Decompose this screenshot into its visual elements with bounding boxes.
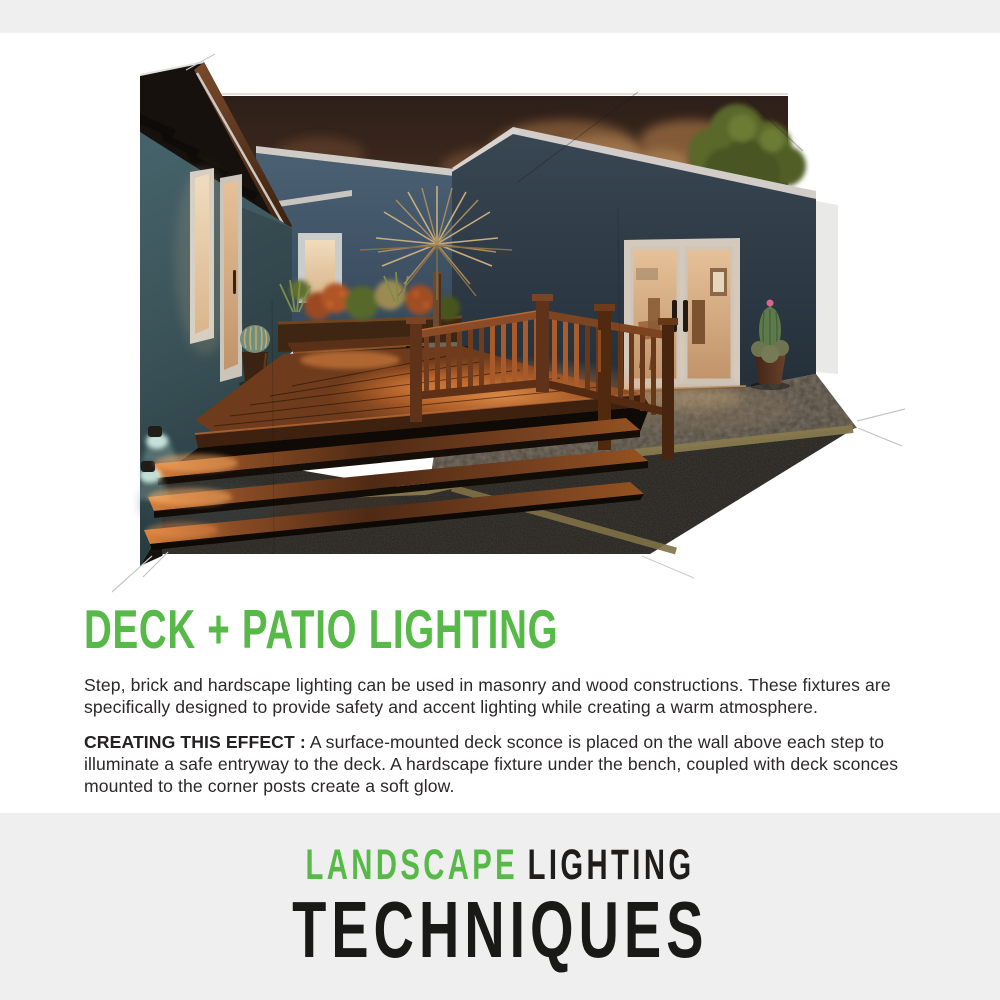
- interior-picture-frame: [692, 268, 727, 344]
- effect-text: A surface-mounted deck sconce is placed on the wall above each step to illuminate a safe entryway to the deck. A hardscape fixture under the bench, coupled with deck sconces mounted to the corner posts create a soft glow.: [84, 732, 899, 796]
- french-doors: [610, 238, 752, 399]
- gravel-ground: [140, 420, 870, 560]
- barrel-cactus-left: [239, 325, 271, 388]
- shadow-ground: [140, 346, 470, 566]
- section-description: Step, brick and hardscape lighting can be used in masonry and wood constructions. These fixtures are specifically designed to provide safety and accent lighting while creating a warm atmosphere.: [84, 675, 891, 717]
- door-handle-left: [672, 300, 677, 332]
- deck-sconce-fixture: [141, 461, 155, 472]
- middle-house: [256, 146, 454, 334]
- shrubs: [290, 280, 460, 320]
- deck-light-glow: [325, 356, 675, 436]
- top-gray-band: [0, 0, 1000, 33]
- railing-post: [598, 310, 611, 450]
- railing-post: [536, 300, 549, 392]
- railing-post: [662, 324, 674, 460]
- wood-deck: [195, 346, 675, 450]
- bench: [287, 336, 424, 376]
- yucca-plant: [360, 186, 512, 330]
- tree: [688, 104, 806, 196]
- bench-hardscape-glow: [300, 351, 400, 369]
- series-title: TECHNIQUES: [291, 885, 709, 974]
- deck-railing: [406, 294, 678, 460]
- deck-sconce-fixture: [148, 426, 162, 437]
- left-house-wall: [140, 132, 292, 566]
- brand-lighting: LIGHTING: [527, 841, 695, 889]
- construction-lines: [112, 54, 905, 592]
- right-house: [452, 127, 816, 393]
- left-door: [220, 174, 242, 382]
- planter-garden: [278, 272, 462, 378]
- dusk-sky: [218, 96, 788, 335]
- deck-steps: [144, 418, 648, 550]
- brand-landscape: LANDSCAPE: [305, 841, 519, 889]
- cactus-flower: [767, 300, 774, 307]
- effect-label: CREATING THIS EFFECT :: [84, 732, 306, 752]
- door-handle: [233, 270, 236, 294]
- brand-line: [0, 841, 1000, 889]
- railing-post: [410, 324, 422, 422]
- path-stripe: [164, 429, 853, 500]
- grass-clump: [280, 272, 408, 312]
- step-sconce-lights: [135, 426, 238, 538]
- left-window: [190, 168, 214, 344]
- path-stripe-2: [452, 488, 676, 551]
- cutaway-panel: [816, 201, 838, 374]
- stone-patio: [420, 340, 870, 500]
- middle-window: [298, 233, 342, 303]
- left-house-roof: [140, 62, 292, 238]
- effect-description: [84, 731, 920, 797]
- under-deck-shadow: [158, 406, 650, 478]
- technique-section: [84, 598, 920, 797]
- cactus-right: [750, 300, 790, 391]
- footer-brand-band: [0, 813, 1000, 1000]
- section-title: DECK + PATIO LIGHTING: [84, 598, 559, 660]
- door-handle-right: [683, 300, 688, 332]
- interior-dining-scene: [636, 268, 676, 370]
